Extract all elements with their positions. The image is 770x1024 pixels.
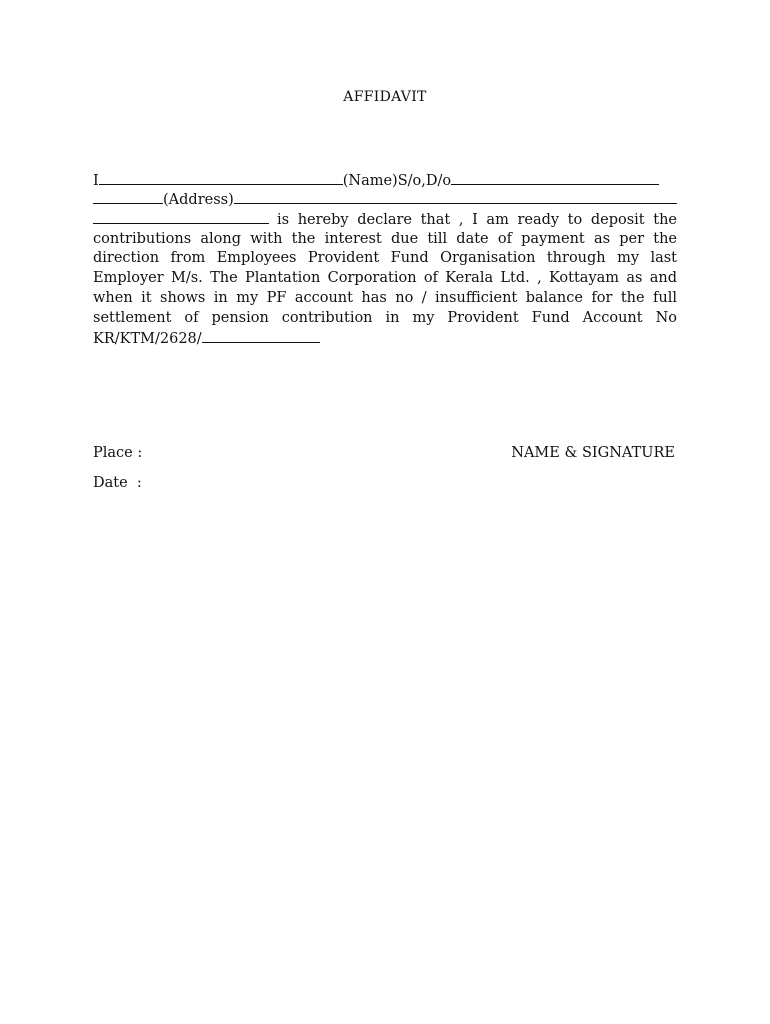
address-blank-end[interactable] — [234, 189, 677, 204]
parent-name-blank[interactable] — [451, 170, 659, 185]
body-line-3: Employer M/s. The Plantation Corporation of Kerala Ltd. , Kottayam as and — [93, 270, 677, 286]
signature-label: NAME & SIGNATURE — [511, 445, 675, 461]
document-title: AFFIDAVIT — [343, 89, 427, 105]
date-label: Date : — [93, 475, 142, 491]
body-line-5: settlement of pension contribution in my Provident Fund Account No — [93, 310, 677, 326]
name-prefix: I — [93, 173, 99, 189]
declaration-text: is hereby declare that , I am ready to deposit the — [277, 212, 677, 228]
address-line — [93, 189, 677, 210]
declaration-start-line — [93, 209, 677, 230]
body-line-2: direction from Employees Provident Fund Organisation through my last — [93, 250, 677, 266]
body-line-4: when it shows in my PF account has no / insufficient balance for the full — [93, 290, 677, 306]
address-blank-continued[interactable] — [93, 209, 269, 224]
account-number-blank[interactable] — [202, 328, 320, 343]
place-label: Place : — [93, 445, 143, 461]
address-blank-start[interactable] — [93, 189, 163, 204]
name-blank[interactable] — [99, 170, 343, 185]
name-line — [93, 170, 677, 191]
account-number-line — [93, 328, 677, 349]
address-label: (Address) — [163, 192, 234, 208]
body-line-1: contributions along with the interest due till date of payment as per the — [93, 231, 677, 247]
account-prefix: KR/KTM/2628/ — [93, 331, 202, 347]
name-label: (Name)S/o,D/o — [342, 173, 452, 189]
